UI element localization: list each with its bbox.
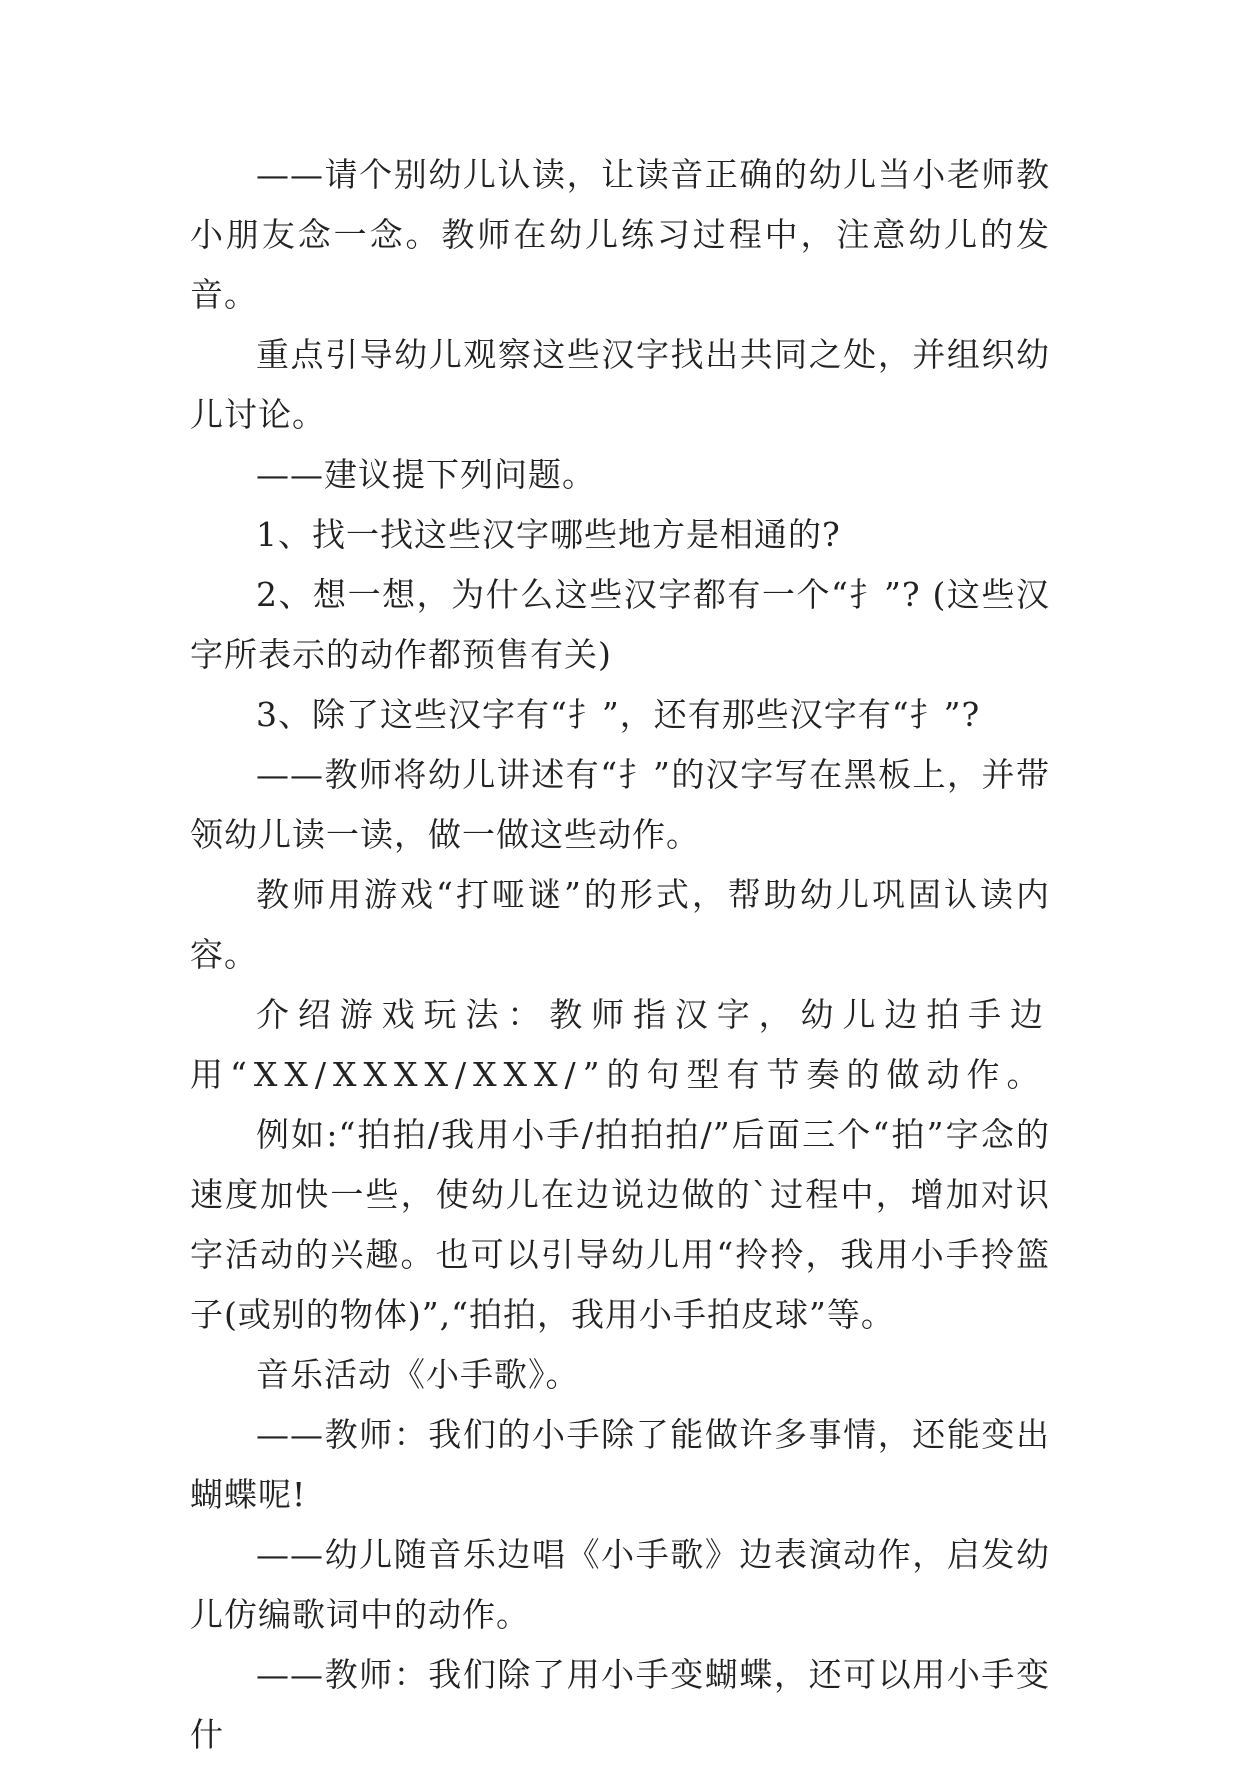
paragraph: 1、找一找这些汉字哪些地方是相通的? — [256, 515, 841, 554]
paragraph: ——请个别幼儿认读，让读音正确的幼儿当小老师教小朋友念一念。教师在幼儿练习过程中，注意幼儿的发音。 — [190, 155, 1050, 314]
paragraph: 教师用游戏“打哑谜”的形式，帮助幼儿巩固认读内容。 — [190, 875, 1050, 974]
paragraph: ——教师：我们除了用小手变蝴蝶，还可以用小手变什 — [190, 1655, 1050, 1754]
paragraph: 重点引导幼儿观察这些汉字找出共同之处，并组织幼儿讨论。 — [190, 335, 1050, 434]
paragraph: 3、除了这些汉字有“扌”，还有那些汉字有“扌”? — [256, 695, 981, 734]
paragraph: ——幼儿随音乐边唱《小手歌》边表演动作，启发幼儿仿编歌词中的动作。 — [190, 1535, 1050, 1634]
paragraph: 2、想一想，为什么这些汉字都有一个“扌”? (这些汉字所表示的动作都预售有关) — [190, 575, 1050, 674]
paragraph: 音乐活动《小手歌》。 — [256, 1355, 580, 1394]
paragraph: ——建议提下列问题。 — [256, 455, 596, 494]
paragraph: ——教师将幼儿讲述有“扌”的汉字写在黑板上，并带领幼儿读一读，做一做这些动作。 — [190, 755, 1050, 854]
paragraph: 例如:“拍拍/我用小手/拍拍拍/”后面三个“拍”字念的速度加快一些，使幼儿在边说边做的`过程中，增加对识字活动的兴趣。也可以引导幼儿用“拎拎，我用小手拎篮子(或别的物体)”,“拍拍，我用小手拍皮球”等。 — [190, 1115, 1050, 1334]
paragraph: 介绍游戏玩法：教师指汉字，幼儿边拍手边用“XX/XXXX/XXX/”的句型有节奏的做动作。 — [190, 995, 1050, 1094]
document-body — [190, 145, 1050, 1765]
paragraph: ——教师：我们的小手除了能做许多事情，还能变出蝴蝶呢! — [190, 1415, 1050, 1514]
